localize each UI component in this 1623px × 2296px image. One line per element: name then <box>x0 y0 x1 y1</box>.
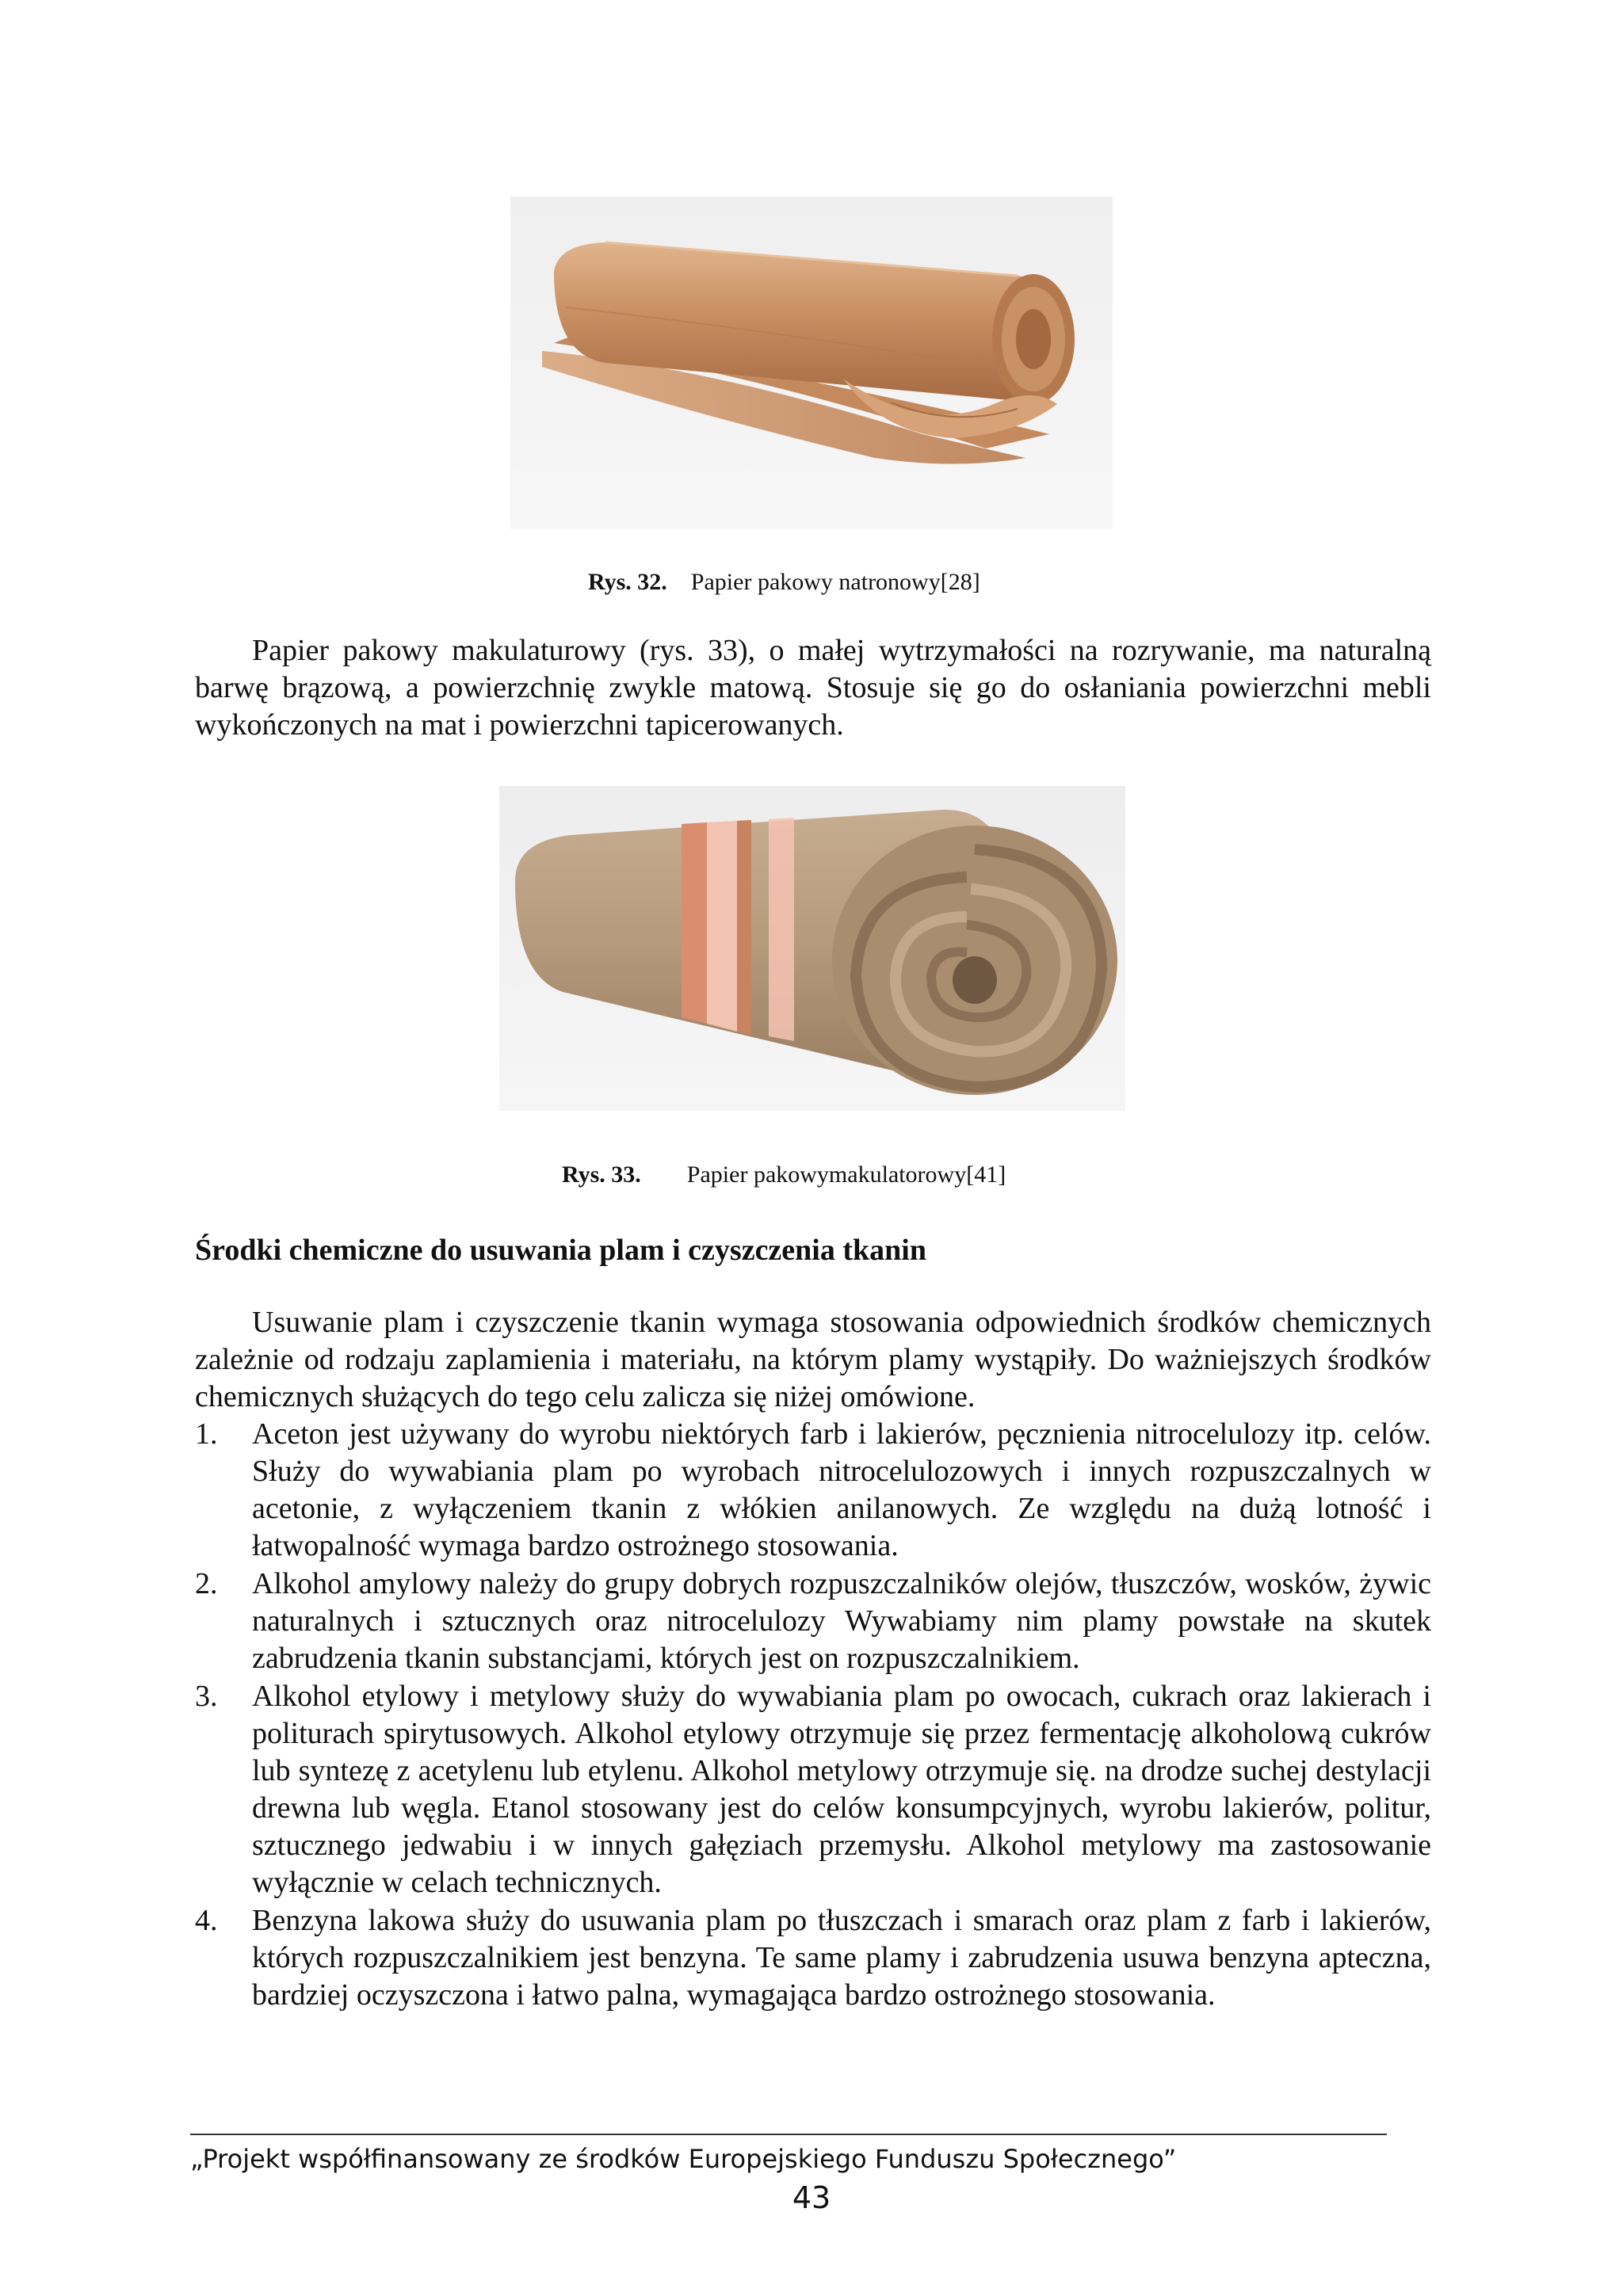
list-item <box>195 1902 1431 2014</box>
figure-waste-paper-roll-image <box>499 786 1125 1111</box>
list-item-text: Alkohol amylowy należy do grupy dobrych rozpuszczalników olejów, tłuszczów, wosków, żywic naturalnych i sztucznych oraz nitrocelulozy Wywabiamy nim plamy powstałe na skutek zabrudzenia tkanin substancjami, których jest on rozpuszczalnikiem. <box>252 1567 1431 1675</box>
figure-natron-paper-roll-image <box>510 196 1113 529</box>
list-item-number: 1. <box>195 1417 218 1451</box>
paragraph-stain-removal-intro: Usuwanie plam i czyszczenie tkanin wymaga stosowania odpowiednich środków chemicznych zależnie od rodzaju zaplamienia i materiału, na którym plamy wystąpiły. Do ważniejszych środków chemicznych służących do tego celu zalicza się niżej omówione. <box>195 1306 1431 1413</box>
list-item <box>195 1416 1431 1565</box>
list-item-text: Benzyna lakowa służy do usuwania plam po tłuszczach i smarach oraz plam z farb i lakierów, których rozpuszczalnikiem jest benzyna. Te same plamy i zabrudzenia usuwa benzyna apteczna, bardziej oczyszczona i łatwo palna, wymagająca bardzo ostrożnego stosowania. <box>252 1904 1431 2012</box>
chemical-agents-list <box>195 1416 1431 2015</box>
figure-32-caption <box>588 569 980 596</box>
list-item-text: Aceton jest używany do wyrobu niektórych farb i lakierów, pęcznienia nitrocelulozy itp. celów. Służy do wywabiania plam po wyrobach nitrocelulozowych i innych rozpuszczalnych w acetonie, z wyłączeniem tkanin z włókien anilanowych. Ze względu na dużą lotność i łatwopalność wymaga bardzo ostrożnego stosowania. <box>252 1417 1431 1562</box>
list-item-text: Alkohol etylowy i metylowy służy do wywabiania plam po owocach, cukrach oraz lakierach i politurach spirytusowych. Alkohol etylowy otrzymuje się przez fermentację alkoholową cukrów lub syntezę z acetylenu lub etylenu. Alkohol metylowy otrzymuje się. na drodze suchej destylacji drewna lub węgla. Etanol stosowany jest do celów konsumpcyjnych, wyrobu lakierów, politur, sztucznego jedwabiu i w innych gałęziach przemysłu. Alkohol metylowy ma zastosowanie wyłącznie w celach technicznych. <box>252 1680 1431 1899</box>
list-item-number: 2. <box>195 1567 218 1600</box>
figure-33-caption <box>562 1161 1006 1188</box>
waste-paper-roll-drawing <box>499 786 1125 1111</box>
paragraph-waste-paper: Papier pakowy makulaturowy (rys. 33), o małej wytrzymałości na rozrywanie, ma naturalną barwę brązową, a powierzchnię zwykle matową. Stosuje się go do osłaniania powierzchni mebli wykończonych na mat i powierzchni tapicerowanych. <box>195 634 1431 742</box>
figure-33-number: Rys. 33. <box>562 1161 641 1188</box>
footer-funding-note: „Projekt współfinansowany ze środków Europejskiego Funduszu Społecznego” <box>190 2144 1177 2174</box>
list-item <box>195 1566 1431 1677</box>
page-number: 43 <box>792 2180 831 2215</box>
figure-33-caption-text: Papier pakowymakulatorowy[41] <box>686 1161 1006 1188</box>
natron-paper-roll-drawing <box>510 196 1113 529</box>
list-item-number: 3. <box>195 1680 218 1713</box>
footer-divider <box>190 2134 1387 2135</box>
section-heading: Środki chemiczne do usuwania plam i czyszczenia tkanin <box>195 1234 926 1267</box>
figure-32-number: Rys. 32. <box>588 569 667 595</box>
list-item <box>195 1678 1431 1901</box>
figure-32-caption-text: Papier pakowy natronowy[28] <box>690 569 980 595</box>
list-item-number: 4. <box>195 1904 218 1937</box>
